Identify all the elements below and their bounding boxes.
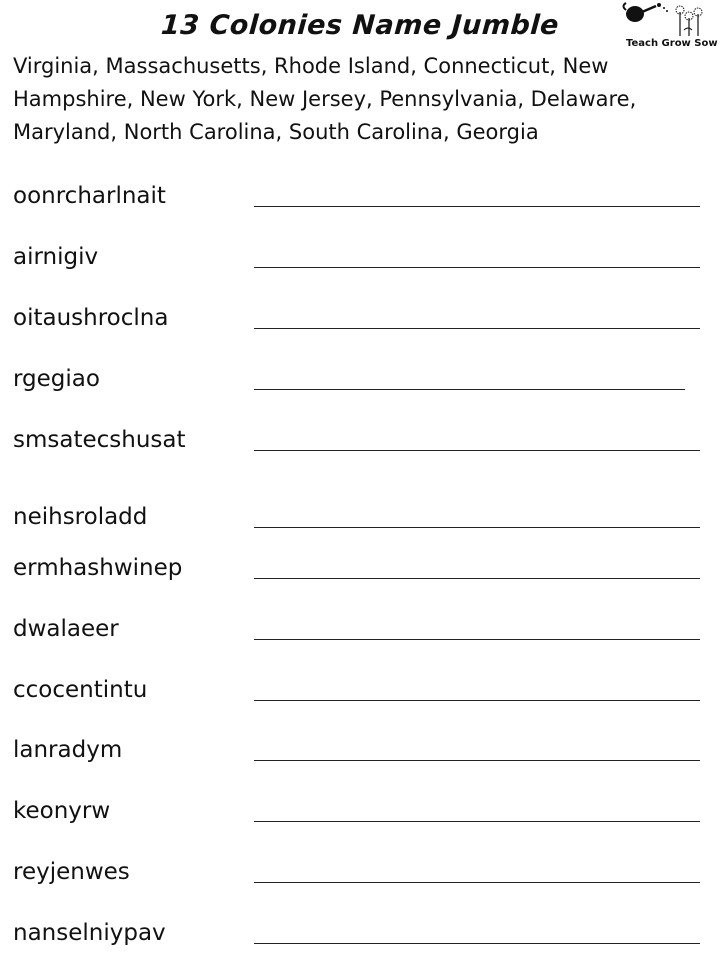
jumbled-word: neihsroladd — [13, 504, 148, 530]
answer-blank[interactable] — [254, 389, 685, 390]
answer-blank[interactable] — [254, 527, 700, 528]
answer-blank[interactable] — [254, 450, 700, 451]
answer-blank[interactable] — [254, 578, 700, 579]
jumble-row — [13, 234, 703, 274]
jumble-row — [13, 788, 703, 828]
jumble-row — [13, 356, 703, 396]
jumbled-word: reyjenwes — [13, 859, 130, 885]
jumbled-word: airnigiv — [13, 244, 99, 270]
jumble-row — [13, 727, 703, 767]
jumbled-word: dwalaeer — [13, 616, 119, 642]
jumble-row — [13, 295, 703, 335]
logo-text: Teach Grow Sow — [626, 38, 718, 49]
teach-grow-sow-logo — [618, 0, 720, 56]
answer-blank[interactable] — [254, 821, 700, 822]
answer-blank[interactable] — [254, 206, 700, 207]
jumble-row — [13, 494, 703, 534]
answer-blank[interactable] — [254, 882, 700, 883]
answer-blank[interactable] — [254, 943, 700, 944]
jumble-row — [13, 910, 703, 950]
jumbled-word: oitaushroclna — [13, 305, 169, 331]
answer-blank[interactable] — [254, 700, 700, 701]
jumbled-word: ermhashwinep — [13, 555, 183, 581]
answer-blank[interactable] — [254, 760, 700, 761]
jumbled-word: oonrcharlnait — [13, 183, 166, 209]
jumbled-word: keonyrw — [13, 798, 111, 824]
jumbled-word: ccocentintu — [13, 677, 148, 703]
jumble-row — [13, 417, 703, 457]
watering-can-dandelion-icon — [618, 0, 720, 40]
answer-blank[interactable] — [254, 639, 700, 640]
jumbled-word: nanselniypav — [13, 920, 166, 946]
jumble-row — [13, 606, 703, 646]
answer-blank[interactable] — [254, 328, 700, 329]
jumbled-word: smsatecshusat — [13, 427, 186, 453]
worksheet-title: 13 Colonies Name Jumble — [160, 10, 561, 41]
answer-blank[interactable] — [254, 267, 700, 268]
jumble-row — [13, 667, 703, 707]
jumbled-word: lanradym — [13, 737, 123, 763]
jumble-row — [13, 545, 703, 585]
word-bank: Virginia, Massachusetts, Rhode Island, Connecticut, New Hampshire, New York, New Jersey, Pennsylvania, Delaware, Maryland, North Carolina, South Carolina, Georgia — [13, 54, 637, 144]
jumble-row — [13, 173, 703, 213]
jumble-row — [13, 849, 703, 889]
jumbled-word: rgegiao — [13, 366, 100, 392]
